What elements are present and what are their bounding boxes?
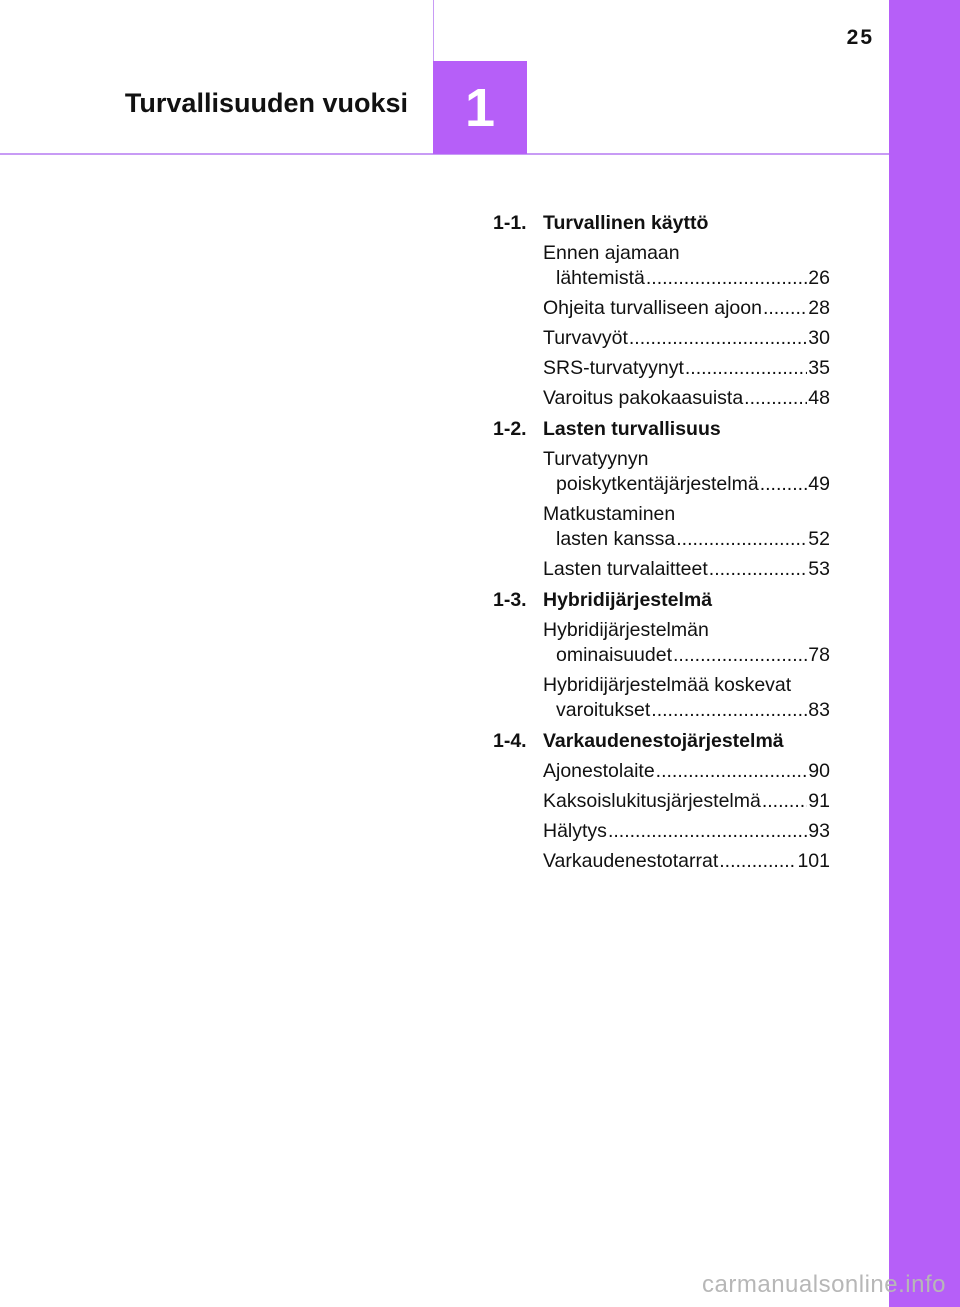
toc-entry-label-cont: ominaisuudet <box>556 644 672 666</box>
toc-entry-label: Turvatyynyn <box>543 448 649 470</box>
toc-entry-label: Ohjeita turvalliseen ajoon <box>543 297 762 319</box>
toc-entry-label: Hybridijärjestelmää koskevat <box>543 674 792 696</box>
toc-leader-dots <box>744 386 807 411</box>
toc-entry-page: 83 <box>808 699 830 721</box>
page-number: 25 <box>846 26 874 49</box>
toc-entry-label: Varkaudenestotarrat <box>543 850 719 872</box>
chapter-number-box <box>433 61 527 154</box>
toc-section-heading[interactable] <box>493 588 830 613</box>
toc-entry-label-cont: lasten kanssa <box>556 528 676 550</box>
toc-leader-dots <box>608 819 807 844</box>
toc-entry[interactable] <box>543 241 830 291</box>
toc-entry-label-cont: varoitukset <box>556 699 651 721</box>
toc-section-heading[interactable] <box>493 417 830 442</box>
toc-leader-dots <box>673 643 807 668</box>
toc-entry-page: 91 <box>808 790 830 812</box>
toc-entry-page: 78 <box>808 644 830 666</box>
toc-entry[interactable] <box>543 618 830 668</box>
toc-leader-dots <box>629 326 807 351</box>
watermark: carmanualsonline.info <box>702 1271 946 1298</box>
toc-entry-label-cont: lähtemistä <box>556 267 645 289</box>
toc-entry-page: 52 <box>808 528 830 550</box>
toc-entry-label: SRS-turvatyynyt <box>543 357 684 379</box>
toc-entry[interactable] <box>543 673 830 723</box>
toc-leader-dots <box>656 759 808 784</box>
toc-entry-page: 93 <box>808 820 830 842</box>
toc-entry[interactable] <box>543 557 830 582</box>
toc-entry-page: 26 <box>808 267 830 289</box>
table-of-contents <box>493 211 830 880</box>
toc-leader-dots <box>646 266 807 291</box>
header-divider <box>433 0 434 62</box>
toc-section-title: Turvallinen käyttö <box>543 212 709 234</box>
toc-section <box>493 417 830 582</box>
chapter-tab-bar <box>889 0 960 1307</box>
toc-entry[interactable] <box>543 356 830 381</box>
toc-entry-page: 30 <box>808 327 830 349</box>
toc-section-heading[interactable] <box>493 211 830 236</box>
toc-section <box>493 588 830 723</box>
toc-section-heading[interactable] <box>493 729 830 754</box>
toc-section-title: Varkaudenestojärjestelmä <box>543 730 784 752</box>
toc-entry-page: 35 <box>808 357 830 379</box>
toc-entry-label: Kaksoislukitusjärjestelmä <box>543 790 761 812</box>
toc-leader-dots <box>763 296 807 321</box>
toc-section-number: 1-2. <box>493 418 527 440</box>
toc-section <box>493 211 830 411</box>
toc-leader-dots <box>676 527 807 552</box>
toc-leader-dots <box>762 789 807 814</box>
toc-leader-dots <box>760 472 808 497</box>
toc-entry[interactable] <box>543 819 830 844</box>
toc-entry-page: 53 <box>808 558 830 580</box>
toc-entry-label: Ennen ajamaan <box>543 242 680 264</box>
toc-entry-label: Turvavyöt <box>543 327 628 349</box>
toc-entry-label-cont: poiskytkentäjärjestelmä <box>556 473 759 495</box>
toc-section-title: Lasten turvallisuus <box>543 418 721 440</box>
toc-entry[interactable] <box>543 502 830 552</box>
toc-entry[interactable] <box>543 386 830 411</box>
toc-entry[interactable] <box>543 296 830 321</box>
toc-entry[interactable] <box>543 759 830 784</box>
toc-entry[interactable] <box>543 849 830 874</box>
toc-leader-dots <box>719 849 796 874</box>
toc-leader-dots <box>651 698 807 723</box>
chapter-title: Turvallisuuden vuoksi <box>124 88 408 118</box>
toc-entry-label: Ajonestolaite <box>543 760 655 782</box>
toc-entry-page: 28 <box>808 297 830 319</box>
toc-leader-dots <box>709 557 808 582</box>
toc-entry[interactable] <box>543 447 830 497</box>
toc-entry-label: Varoitus pakokaasuista <box>543 387 744 409</box>
toc-section-number: 1-4. <box>493 730 527 752</box>
toc-entry-page: 90 <box>808 760 830 782</box>
chapter-number: 1 <box>464 77 496 138</box>
toc-entry-page: 101 <box>797 850 830 872</box>
toc-entry[interactable] <box>543 326 830 351</box>
toc-entry-label: Hälytys <box>543 820 607 842</box>
toc-entry-label: Matkustaminen <box>543 503 676 525</box>
toc-section-title: Hybridijärjestelmä <box>543 589 713 611</box>
toc-entry-label: Hybridijärjestelmän <box>543 619 709 641</box>
toc-section <box>493 729 830 874</box>
toc-entry[interactable] <box>543 789 830 814</box>
toc-entry-page: 48 <box>808 387 830 409</box>
toc-section-number: 1-3. <box>493 589 527 611</box>
toc-leader-dots <box>685 356 807 381</box>
toc-entry-label: Lasten turvalaitteet <box>543 558 708 580</box>
toc-section-number: 1-1. <box>493 212 527 234</box>
toc-entry-page: 49 <box>808 473 830 495</box>
